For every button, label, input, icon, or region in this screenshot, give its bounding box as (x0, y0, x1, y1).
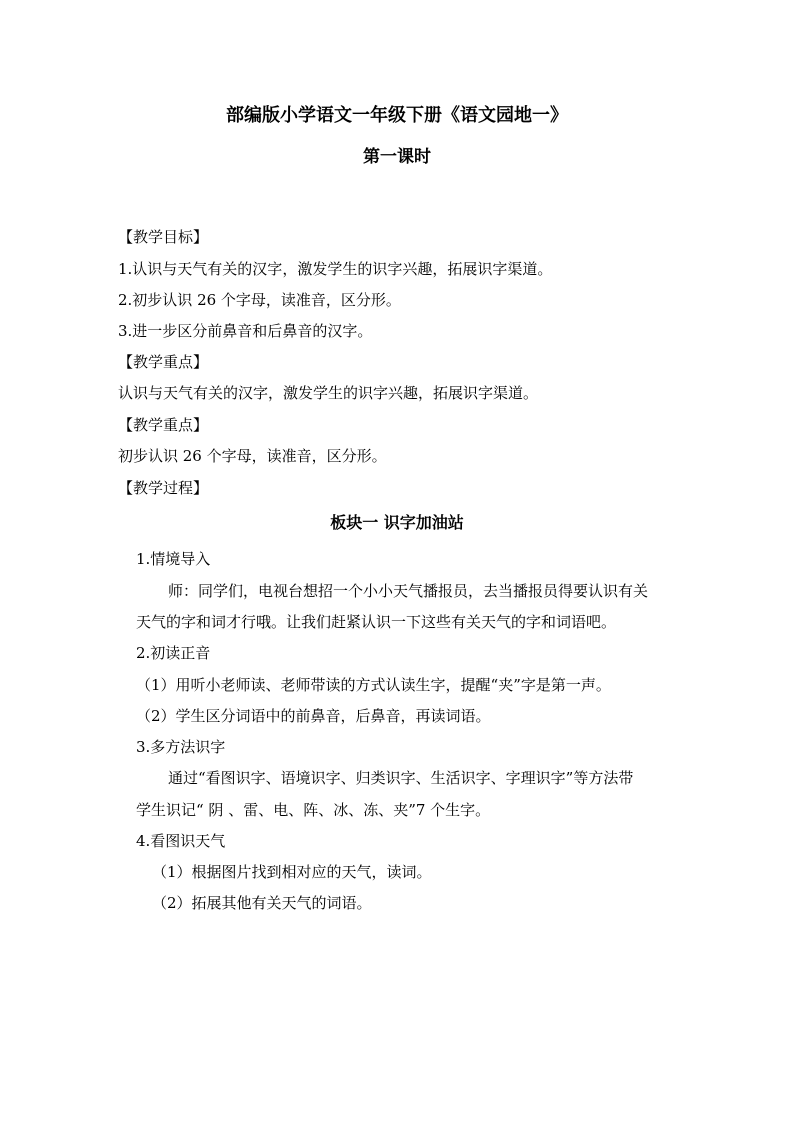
key-points-heading-2: 【教学重点】 (118, 416, 209, 434)
document-title: 部编版小学语文一年级下册《语文园地一》 (226, 105, 568, 126)
objectives-heading: 【教学目标】 (118, 228, 209, 246)
objective-item-3: 3.进一步区分前鼻音和后鼻音的汉字。 (118, 322, 373, 340)
key-points-text-2: 初步认识 26 个字母，读准音，区分形。 (118, 447, 387, 465)
step2-sub2: （2）学生区分词语中的前鼻音，后鼻音，再读词语。 (136, 707, 491, 725)
process-heading: 【教学过程】 (118, 479, 209, 497)
step1-line1: 师：同学们，电视台想招一个小小天气播报员，去当播报员得要认识有关 (168, 582, 649, 600)
section-title: 板块一 识字加油站 (330, 513, 464, 532)
step4-sub1: （1）根据图片找到相对应的天气，读词。 (152, 863, 432, 881)
step3-line2: 学生识记“ 阴 、雷、电、阵、冰、冻、夹”7 个生字。 (136, 801, 491, 819)
step1-line2: 天气的字和词才行哦。让我们赶紧认识一下这些有关天气的字和词语吧。 (136, 613, 617, 631)
step3-line1: 通过“看图识字、语境识字、归类识字、生活识字、字理识字”等方法带 (168, 769, 634, 787)
step4-sub2: （2）拓展其他有关天气的词语。 (152, 894, 372, 912)
objective-item-2: 2.初步认识 26 个字母，读准音，区分形。 (118, 291, 401, 309)
step2-title: 2.初读正音 (136, 644, 211, 662)
step1-title: 1.情境导入 (136, 550, 211, 568)
objective-item-1: 1.认识与天气有关的汉字，激发学生的识字兴趣，拓展识字渠道。 (118, 260, 553, 278)
key-points-text: 认识与天气有关的汉字，激发学生的识字兴趣，拓展识字渠道。 (118, 384, 539, 402)
step4-title: 4.看图识天气 (136, 832, 226, 850)
step3-title: 3.多方法识字 (136, 738, 226, 756)
step2-sub1: （1）用听小老师读、老师带读的方式认读生字，提醒“夹”字是第一声。 (136, 676, 611, 694)
lesson-subtitle: 第一课时 (363, 147, 431, 167)
key-points-heading: 【教学重点】 (118, 353, 209, 371)
